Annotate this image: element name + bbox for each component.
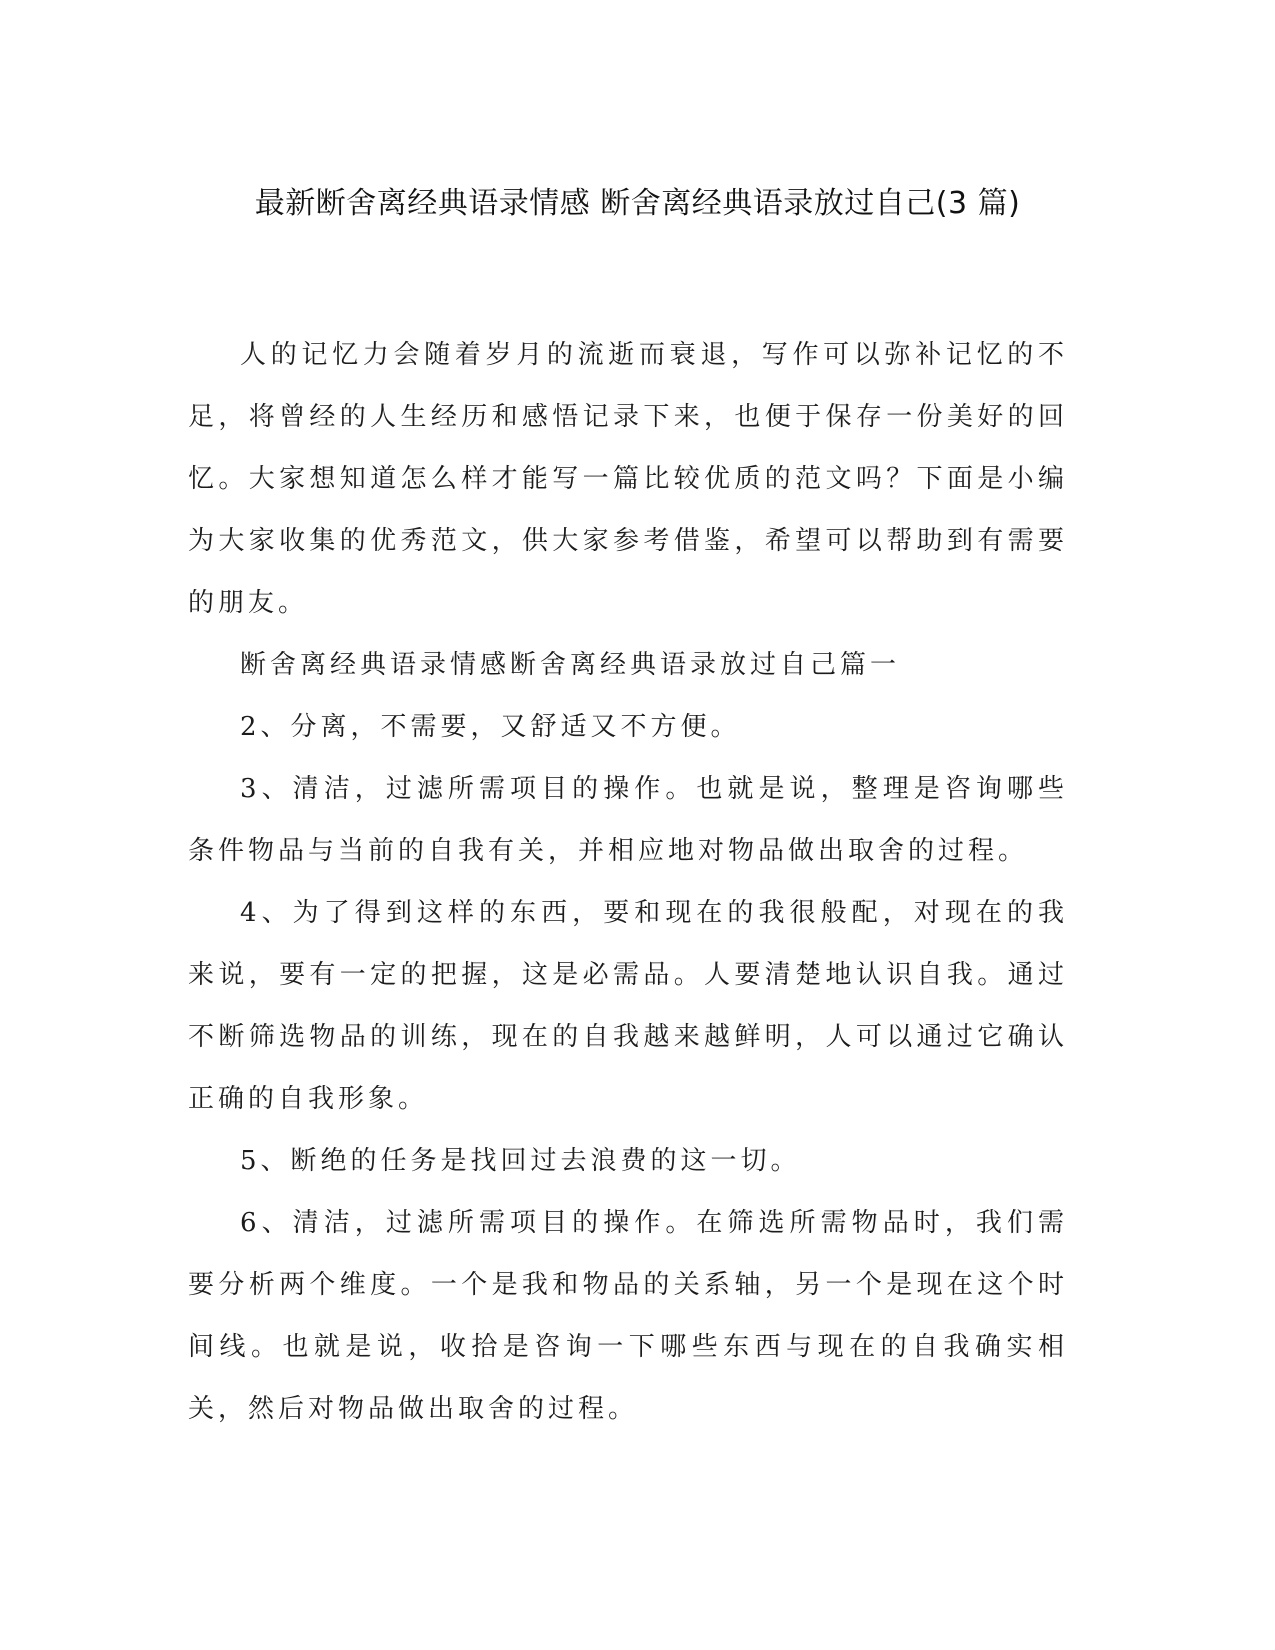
intro-paragraph: 人的记忆力会随着岁月的流逝而衰退，写作可以弥补记忆的不足，将曾经的人生经历和感悟记录下来，也便于保存一份美好的回忆。大家想知道怎么样才能写一篇比较优质的范文吗？下面是小编为大家收集的优秀范文，供大家参考借鉴，希望可以帮助到有需要的朋友。 [188,340,1068,618]
list-item-6: 6、清洁，过滤所需项目的操作。在筛选所需物品时，我们需要分析两个维度。一个是我和物品的关系轴，另一个是现在这个时间线。也就是说，收拾是咨询一下哪些东西与现在的自我确实相关，然后对物品做出取舍的过程。 [188,1208,1068,1424]
document-title: 最新断舍离经典语录情感 断舍离经典语录放过自己(3 篇) [254,186,1021,221]
list-item-2: 2、分离，不需要，又舒适又不方便。 [240,712,741,742]
list-item-5: 5、断绝的任务是找回过去浪费的这一切。 [240,1146,801,1176]
list-item-3: 3、清洁，过滤所需项目的操作。也就是说，整理是咨询哪些条件物品与当前的自我有关，并相应地对物品做出取舍的过程。 [188,774,1068,866]
document-body [188,324,1068,1440]
section-heading: 断舍离经典语录情感断舍离经典语录放过自己篇一 [240,650,901,680]
list-item-4: 4、为了得到这样的东西，要和现在的我很般配，对现在的我来说，要有一定的把握，这是必需品。人要清楚地认识自我。通过不断筛选物品的训练，现在的自我越来越鲜明，人可以通过它确认正确的自我形象。 [188,898,1068,1114]
